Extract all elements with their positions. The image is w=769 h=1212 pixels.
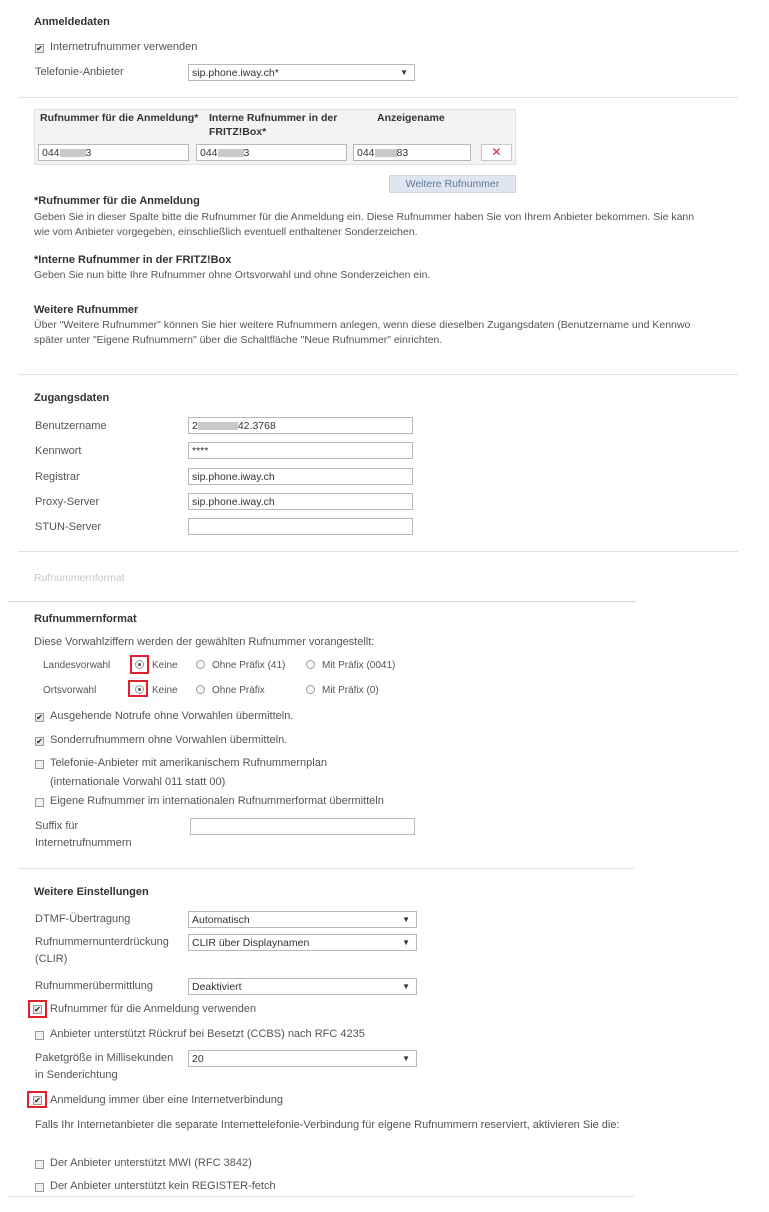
reserved-note-wrapper [35, 1119, 635, 1131]
emergency-checkbox[interactable]: ✔ [36, 713, 43, 722]
use-login-number-label: Rufnummer für die Anmeldung verwenden [50, 1003, 257, 1015]
landes-radio-keine[interactable] [135, 660, 144, 669]
transmit-label: Rufnummerübermittlung [35, 980, 153, 992]
packet-label-2: in Senderichtung [35, 1069, 118, 1081]
help-heading-internal: *Interne Rufnummer in der FRITZ!Box [34, 254, 232, 266]
divider [18, 551, 738, 552]
faded-heading-rufnummernformat: Rufnummernformat [34, 572, 125, 584]
mwi-label: Der Anbieter unterstützt MWI (RFC 3842) [50, 1157, 252, 1169]
registrar-input[interactable]: sip.phone.iway.ch [188, 468, 413, 485]
delete-number-button[interactable] [481, 144, 512, 161]
use-login-number-checkbox[interactable]: ✔ [34, 1005, 41, 1014]
international-format-checkbox[interactable] [35, 798, 44, 807]
chevron-down-icon: ▼ [402, 915, 410, 924]
packet-label-1: Paketgröße in Millisekunden [35, 1052, 174, 1064]
clir-label-2: (CLIR) [35, 953, 68, 965]
special-numbers-checkbox[interactable]: ✔ [36, 737, 43, 746]
special-numbers-label: Sonderrufnummern ohne Vorwahlen übermitteln. [50, 734, 288, 746]
password-input[interactable]: **** [188, 442, 413, 459]
prefix-intro: Diese Vorwahlziffern werden der gewählten Rufnummer vorangestellt: [34, 636, 375, 648]
suffix-label-1: Suffix für [35, 820, 79, 832]
help-text-internal: Geben Sie nun bitte Ihre Rufnummer ohne Ortsvorwahl und ohne Sonderzeichen ein. [34, 269, 431, 281]
proxy-input[interactable]: sip.phone.iway.ch [188, 493, 413, 510]
landes-option-keine: Keine [152, 660, 178, 671]
divider [8, 601, 636, 602]
transmit-value: Deaktiviert [192, 981, 242, 993]
orts-option-keine: Keine [152, 685, 178, 696]
help-text-more-2: später unter "Eigene Rufnummern" über die Schaltfläche "Neue Rufnummer" einrichten. [34, 334, 443, 346]
packet-value: 20 [192, 1053, 204, 1065]
internet-number-checkbox[interactable]: ✔ [36, 44, 43, 53]
mwi-checkbox[interactable] [35, 1160, 44, 1169]
american-plan-label: Telefonie-Anbieter mit amerikanischem Rufnummernplan [50, 757, 327, 769]
register-fetch-label: Der Anbieter unterstützt kein REGISTER-fetch [50, 1180, 276, 1192]
clir-select[interactable] [188, 934, 417, 951]
clir-label-1: Rufnummernunterdrückung [35, 936, 169, 948]
suffix-label-2: Internetrufnummern [35, 837, 132, 849]
orts-option-ohne: Ohne Präfix [212, 685, 265, 696]
divider [8, 1196, 634, 1197]
emergency-label: Ausgehende Notrufe ohne Vorwahlen übermitteln. [50, 710, 294, 722]
reserved-note: Falls Ihr Internetanbieter die separate Internettelefonie-Verbindung für eigene Rufnummern reserviert, aktivieren Sie die: [35, 1119, 620, 1131]
dtmf-label: DTMF-Übertragung [35, 913, 131, 925]
close-icon: ✕ [491, 145, 502, 159]
col-header-internal-2: FRITZ!Box* [209, 126, 267, 138]
chevron-down-icon: ▼ [402, 938, 410, 947]
landes-option-mit: Mit Präfix (0041) [322, 660, 396, 671]
international-format-label: Eigene Rufnummer im internationalen Rufnummerformat übermitteln [50, 795, 384, 807]
password-label: Kennwort [35, 445, 82, 457]
clir-value: CLIR über Displaynamen [192, 937, 310, 949]
landes-option-ohne: Ohne Präfix (41) [212, 660, 286, 671]
ccbs-checkbox[interactable] [35, 1031, 44, 1040]
american-plan-checkbox[interactable] [35, 760, 44, 769]
divider [18, 97, 738, 98]
help-text-more-1: Über "Weitere Rufnummer" können Sie hier weitere Rufnummern anlegen, wenn diese dieselben Zugangsdaten (Benutzername und Kennwo [34, 319, 691, 331]
orts-radio-keine[interactable] [135, 685, 144, 694]
always-internet-checkbox[interactable]: ✔ [34, 1096, 41, 1105]
section-heading-anmeldedaten: Anmeldedaten [34, 16, 110, 28]
transmit-select[interactable] [188, 978, 417, 995]
more-numbers-button[interactable]: Weitere Rufnummer [389, 175, 516, 193]
always-internet-label: Anmeldung immer über eine Internetverbindung [50, 1094, 283, 1106]
help-text-login-2: wie vom Anbieter vorgegeben, einschließlich eventuell enthaltener Sonderzeichen. [34, 226, 418, 238]
provider-select[interactable] [188, 64, 415, 81]
dtmf-select[interactable] [188, 911, 417, 928]
section-heading-rufnummernformat: Rufnummernformat [34, 613, 137, 625]
help-heading-more: Weitere Rufnummer [34, 304, 139, 316]
stun-label: STUN-Server [35, 521, 102, 533]
orts-option-mit: Mit Präfix (0) [322, 685, 379, 696]
username-label: Benutzername [35, 420, 107, 432]
orts-radio-mit[interactable] [306, 685, 315, 694]
chevron-down-icon: ▼ [402, 982, 410, 991]
american-plan-note: (internationale Vorwahl 011 statt 00) [50, 776, 226, 788]
suffix-input[interactable] [190, 818, 415, 835]
orts-radio-ohne[interactable] [196, 685, 205, 694]
col-header-display: Anzeigename [377, 112, 445, 124]
landes-radio-ohne[interactable] [196, 660, 205, 669]
col-header-login: Rufnummer für die Anmeldung* [40, 112, 199, 124]
help-heading-login: *Rufnummer für die Anmeldung [34, 195, 200, 207]
help-text-login-1: Geben Sie in dieser Spalte bitte die Rufnummer für die Anmeldung ein. Diese Rufnummer haben Sie von Ihrem Anbieter bekommen. Sie kann [34, 211, 695, 223]
packet-select[interactable] [188, 1050, 417, 1067]
internet-number-label: Internetrufnummer verwenden [50, 41, 198, 53]
ortsvorwahl-label: Ortsvorwahl [43, 685, 97, 696]
provider-value: sip.phone.iway.ch* [192, 67, 279, 79]
landes-radio-mit[interactable] [306, 660, 315, 669]
section-heading-weitere: Weitere Einstellungen [34, 886, 149, 898]
section-heading-zugangsdaten: Zugangsdaten [34, 392, 110, 404]
proxy-label: Proxy-Server [35, 496, 100, 508]
chevron-down-icon: ▼ [402, 1054, 410, 1063]
stun-input[interactable] [188, 518, 413, 535]
display-name-input[interactable]: 044 83 [353, 144, 471, 161]
divider [18, 374, 738, 375]
landesvorwahl-label: Landesvorwahl [43, 660, 111, 671]
internal-number-input[interactable]: 044 3 [196, 144, 347, 161]
registrar-label: Registrar [35, 471, 80, 483]
col-header-internal-1: Interne Rufnummer in der [209, 112, 338, 124]
dtmf-value: Automatisch [192, 914, 250, 926]
login-number-input[interactable]: 044 3 [38, 144, 189, 161]
provider-label: Telefonie-Anbieter [35, 66, 124, 78]
ccbs-label: Anbieter unterstützt Rückruf bei Besetzt (CCBS) nach RFC 4235 [50, 1028, 365, 1040]
register-fetch-checkbox[interactable] [35, 1183, 44, 1192]
chevron-down-icon: ▼ [400, 68, 408, 77]
divider [18, 868, 634, 869]
username-input[interactable]: 2 42.3768 [188, 417, 413, 434]
